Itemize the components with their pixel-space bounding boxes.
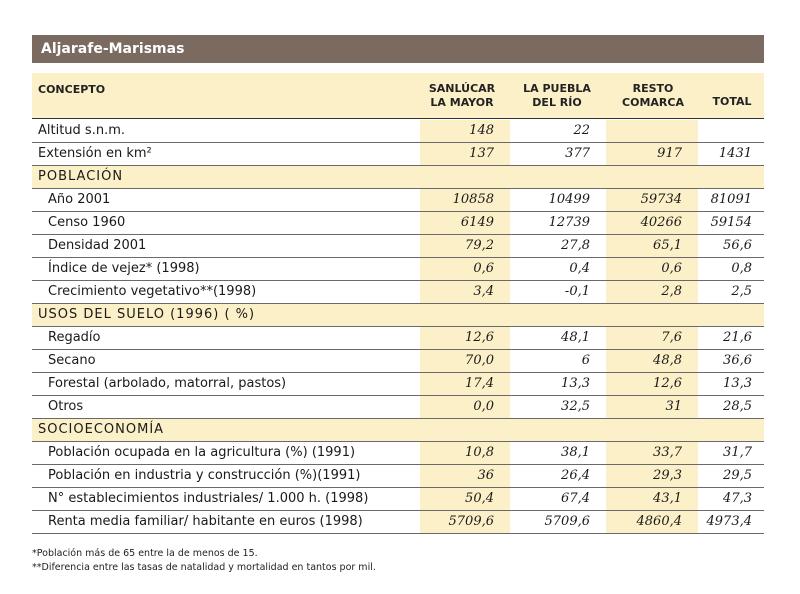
cell-sanlucar: 137 bbox=[420, 143, 510, 166]
table-row bbox=[32, 396, 764, 419]
table-row bbox=[32, 281, 764, 304]
cell-la-puebla: 32,5 bbox=[510, 396, 606, 419]
cell-la-puebla: 12739 bbox=[510, 212, 606, 235]
table-row bbox=[32, 511, 764, 534]
cell-la-puebla: 6 bbox=[510, 350, 606, 373]
footnote-1: *Población más de 65 entre la de menos de 15. bbox=[32, 548, 258, 559]
cell-resto-comarca: 0,6 bbox=[606, 258, 698, 281]
cell-sanlucar: 70,0 bbox=[420, 350, 510, 373]
section-label: SOCIOECONOMÍA bbox=[32, 419, 764, 442]
section-row bbox=[32, 166, 764, 189]
header-resto-line1: RESTO bbox=[632, 82, 674, 95]
row-label: N° establecimientos industriales/ 1.000 h. (1998) bbox=[32, 488, 420, 511]
table-row bbox=[32, 327, 764, 350]
cell-total: 81091 bbox=[698, 189, 764, 212]
row-label: Renta media familiar/ habitante en euros (1998) bbox=[32, 511, 420, 534]
cell-sanlucar: 6149 bbox=[420, 212, 510, 235]
cell-sanlucar: 5709,6 bbox=[420, 511, 510, 534]
cell-total: 59154 bbox=[698, 212, 764, 235]
cell-la-puebla: 5709,6 bbox=[510, 511, 606, 534]
table-title: Aljarafe-Marismas bbox=[32, 35, 764, 63]
cell-resto-comarca: 2,8 bbox=[606, 281, 698, 304]
cell-sanlucar: 12,6 bbox=[420, 327, 510, 350]
header-concepto: CONCEPTO bbox=[38, 83, 106, 96]
cell-la-puebla: 27,8 bbox=[510, 235, 606, 258]
cell-total: 36,6 bbox=[698, 350, 764, 373]
row-label: Regadío bbox=[32, 327, 420, 350]
cell-sanlucar: 0,6 bbox=[420, 258, 510, 281]
cell-total: 28,5 bbox=[698, 396, 764, 419]
cell-total: 31,7 bbox=[698, 442, 764, 465]
row-label: Índice de vejez* (1998) bbox=[32, 258, 420, 281]
data-table bbox=[32, 120, 764, 534]
cell-la-puebla: 48,1 bbox=[510, 327, 606, 350]
cell-resto-comarca: 4860,4 bbox=[606, 511, 698, 534]
cell-resto-comarca bbox=[606, 120, 698, 143]
header-sanlucar bbox=[420, 82, 504, 110]
row-label: Altitud s.n.m. bbox=[32, 120, 420, 143]
header-sanlucar-line1: SANLÚCAR bbox=[428, 82, 496, 95]
cell-la-puebla: 26,4 bbox=[510, 465, 606, 488]
row-label: Secano bbox=[32, 350, 420, 373]
header-resto-comarca bbox=[606, 82, 700, 110]
cell-total bbox=[698, 120, 764, 143]
cell-sanlucar: 17,4 bbox=[420, 373, 510, 396]
row-label: Densidad 2001 bbox=[32, 235, 420, 258]
table-header bbox=[32, 73, 764, 119]
cell-sanlucar: 79,2 bbox=[420, 235, 510, 258]
table-row bbox=[32, 442, 764, 465]
header-resto-line2: COMARCA bbox=[622, 96, 684, 109]
cell-resto-comarca: 7,6 bbox=[606, 327, 698, 350]
cell-total: 0,8 bbox=[698, 258, 764, 281]
header-la-puebla-line1: LA PUEBLA bbox=[523, 82, 591, 95]
table-row bbox=[32, 258, 764, 281]
cell-la-puebla: 22 bbox=[510, 120, 606, 143]
cell-resto-comarca: 12,6 bbox=[606, 373, 698, 396]
cell-total: 4973,4 bbox=[698, 511, 764, 534]
table-row bbox=[32, 189, 764, 212]
row-label: Censo 1960 bbox=[32, 212, 420, 235]
table-row bbox=[32, 120, 764, 143]
cell-resto-comarca: 917 bbox=[606, 143, 698, 166]
table-row bbox=[32, 235, 764, 258]
header-sanlucar-line2: LA MAYOR bbox=[430, 96, 494, 109]
row-label: Población en industria y construcción (%)(1991) bbox=[32, 465, 420, 488]
cell-resto-comarca: 48,8 bbox=[606, 350, 698, 373]
section-row bbox=[32, 304, 764, 327]
cell-resto-comarca: 65,1 bbox=[606, 235, 698, 258]
cell-total: 13,3 bbox=[698, 373, 764, 396]
cell-resto-comarca: 40266 bbox=[606, 212, 698, 235]
cell-total: 29,5 bbox=[698, 465, 764, 488]
cell-resto-comarca: 33,7 bbox=[606, 442, 698, 465]
cell-resto-comarca: 59734 bbox=[606, 189, 698, 212]
cell-sanlucar: 36 bbox=[420, 465, 510, 488]
cell-sanlucar: 10,8 bbox=[420, 442, 510, 465]
cell-total: 21,6 bbox=[698, 327, 764, 350]
header-la-puebla-line2: DEL RÍO bbox=[532, 96, 582, 109]
cell-la-puebla: 0,4 bbox=[510, 258, 606, 281]
cell-total: 47,3 bbox=[698, 488, 764, 511]
cell-total: 2,5 bbox=[698, 281, 764, 304]
cell-resto-comarca: 29,3 bbox=[606, 465, 698, 488]
header-total: TOTAL bbox=[712, 95, 752, 108]
section-row bbox=[32, 419, 764, 442]
cell-la-puebla: -0,1 bbox=[510, 281, 606, 304]
cell-sanlucar: 0,0 bbox=[420, 396, 510, 419]
section-label: USOS DEL SUELO (1996) ( %) bbox=[32, 304, 764, 327]
row-label: Población ocupada en la agricultura (%) (1991) bbox=[32, 442, 420, 465]
row-label: Año 2001 bbox=[32, 189, 420, 212]
header-la-puebla bbox=[510, 82, 604, 110]
table-row bbox=[32, 143, 764, 166]
footnotes bbox=[32, 547, 376, 575]
cell-total: 1431 bbox=[698, 143, 764, 166]
table-row bbox=[32, 212, 764, 235]
row-label: Extensión en km² bbox=[32, 143, 420, 166]
cell-resto-comarca: 31 bbox=[606, 396, 698, 419]
table-row bbox=[32, 465, 764, 488]
cell-sanlucar: 148 bbox=[420, 120, 510, 143]
table-row bbox=[32, 373, 764, 396]
cell-la-puebla: 38,1 bbox=[510, 442, 606, 465]
row-label: Crecimiento vegetativo**(1998) bbox=[32, 281, 420, 304]
cell-total: 56,6 bbox=[698, 235, 764, 258]
footnote-2: **Diferencia entre las tasas de natalidad y mortalidad en tantos por mil. bbox=[32, 562, 376, 573]
cell-la-puebla: 10499 bbox=[510, 189, 606, 212]
row-label: Forestal (arbolado, matorral, pastos) bbox=[32, 373, 420, 396]
cell-la-puebla: 13,3 bbox=[510, 373, 606, 396]
cell-sanlucar: 3,4 bbox=[420, 281, 510, 304]
cell-la-puebla: 377 bbox=[510, 143, 606, 166]
row-label: Otros bbox=[32, 396, 420, 419]
cell-sanlucar: 50,4 bbox=[420, 488, 510, 511]
table-row bbox=[32, 488, 764, 511]
cell-sanlucar: 10858 bbox=[420, 189, 510, 212]
section-label: POBLACIÓN bbox=[32, 166, 764, 189]
table-row bbox=[32, 350, 764, 373]
cell-la-puebla: 67,4 bbox=[510, 488, 606, 511]
cell-resto-comarca: 43,1 bbox=[606, 488, 698, 511]
